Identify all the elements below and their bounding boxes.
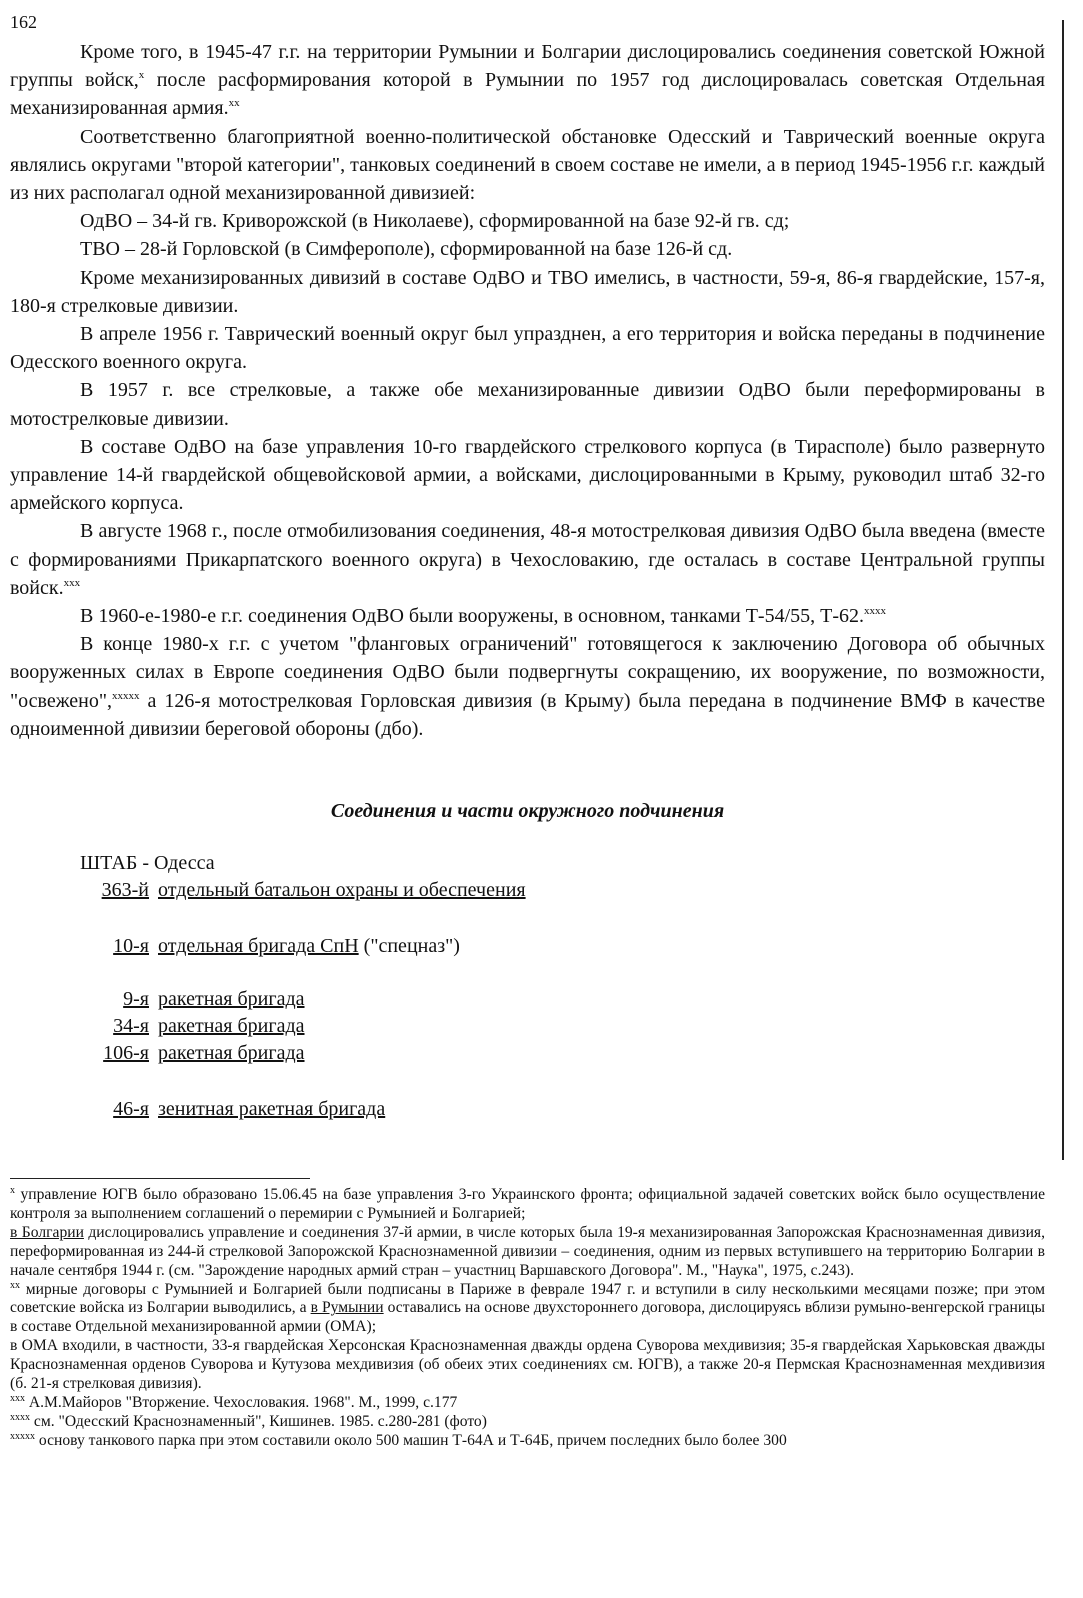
footnote: в ОМА входили, в частности, 33-я гвардейская Херсонская Краснознаменная дважды ордена Суворова мехдивизия; 35-я гвардейская Харьковская дважды Краснознаменная орденов Суворова и Кутузова мехдивизия (об обеих этих соединениях см. ЮГВ), а также 20-я Пермская Краснознаменная мехдивизия (б. 21-я стрелковая дивизия). bbox=[10, 1337, 1045, 1393]
unit-number: 10-я bbox=[113, 935, 149, 957]
section-heading: Соединения и части окружного подчинения bbox=[330, 800, 725, 822]
paragraph: В 1957 г. все стрелковые, а также обе механизированные дивизии ОдВО были переформированы в мотострелковые дивизии. bbox=[10, 379, 1045, 430]
footnote: $^{xx}$ мирные договоры с Румынией и Болгарией были подписаны в Париже в феврале 1947 г. и вступили в силу несколькими месяцами позже; при этом советские войска из Болгарии выводились, а в Румынии оставались на основе двухстороннего договора, дислоцируясь вблизи румыно-венгерской границы в составе Отдельной механизированной армии (ОМА); bbox=[10, 1279, 1045, 1336]
paragraph: В августе 1968 г., после отмобилизования соединения, 48-я мотострелковая дивизия ОдВО была введена (вместе с формированиями Прикарпатского военного округа) в Чехословакию, где осталась в составе Центральной группы войск.$^{xxx}$ bbox=[10, 520, 1045, 599]
hq-value: - Одесса bbox=[142, 852, 215, 874]
unit-number: 363-й bbox=[101, 879, 149, 901]
unit-name: отдельная бригада СпН bbox=[158, 935, 359, 957]
footnote: $^x$ управление ЮГВ было образовано 15.06.45 на базе управления 3-го Украинского фронта; официальной задачей советских войск было осуществление контроля за выполнением соглашений о перемирии с Румынией и Болгарией; bbox=[10, 1185, 1045, 1222]
unit-row bbox=[80, 935, 460, 958]
unit-row bbox=[80, 1042, 305, 1065]
hq-line bbox=[80, 852, 215, 875]
footnote: $^{xxx}$ А.М.Майоров "Вторжение. Чехословакия. 1968". М., 1999, с.177 bbox=[10, 1392, 458, 1411]
paragraph: В 1960-е-1980-е г.г. соединения ОдВО были вооружены, в основном, танками Т-54/55, Т-62.$^{xxxx}$ bbox=[80, 605, 887, 628]
page-number: 162 bbox=[10, 12, 37, 32]
unit-row bbox=[80, 1098, 385, 1121]
scan-edge-rule bbox=[1062, 20, 1064, 1160]
unit-row bbox=[80, 879, 526, 902]
body-text bbox=[10, 38, 1045, 743]
footnote: $^{xxxxx}$ основу танкового парка при этом составили около 500 машин Т-64А и Т-64Б, причем последних было более 300 bbox=[10, 1430, 787, 1449]
unit-number: 34-я bbox=[113, 1015, 149, 1037]
unit-row bbox=[80, 988, 305, 1011]
paragraph: В составе ОдВО на базе управления 10-го гвардейского стрелкового корпуса (в Тирасполе) было развернуто управление 14-й гвардейской общевойсковой армии, а войсками, дислоцированными в Крыму, руководил штаб 32-го армейского корпуса. bbox=[10, 435, 1045, 515]
paragraph: Кроме того, в 1945-47 г.г. на территории Румынии и Болгарии дислоцировались соединения советской Южной группы войск,$^x$ после расформирования которой в Румынии по 1957 год дислоцировалась советская Отдельная механизированная армия.$^{xx}$ bbox=[10, 41, 1045, 120]
paragraph: В конце 1980-х г.г. с учетом "фланговых ограничений" готовящегося к заключению Договора об обычных вооруженных силах в Европе соединения ОдВО были подвергнуты сокращению, их вооружение, по возможности, "освежено",$^{xxxxx}$ а 126-я мотострелковая Горловская дивизия (в Крыму) была передана в подчинение ВМФ в качестве одноименной дивизии береговой обороны (дбо). bbox=[10, 633, 1045, 740]
unit-row bbox=[80, 1015, 305, 1038]
footnote-divider bbox=[10, 1178, 310, 1179]
paragraph: В апреле 1956 г. Таврический военный округ был упразднен, а его территория и войска переданы в подчинение Одесского военного округа. bbox=[10, 323, 1045, 374]
unit-name: отдельный батальон охраны и обеспечения bbox=[158, 879, 526, 901]
unit-name: ракетная бригада bbox=[158, 1015, 305, 1037]
unit-name: ракетная бригада bbox=[158, 1042, 305, 1064]
footnotes bbox=[10, 1186, 1045, 1451]
paragraph: ТВО – 28-й Горловской (в Симферополе), сформированной на базе 126-й сд. bbox=[80, 238, 733, 261]
paragraph: Кроме механизированных дивизий в составе ОдВО и ТВО имелись, в частности, 59-я, 86-я гвардейские, 157-я, 180-я стрелковые дивизии. bbox=[10, 266, 1045, 317]
hq-label: ШТАБ bbox=[80, 852, 138, 874]
unit-number: 9-я bbox=[123, 988, 149, 1010]
paragraph: ОдВО – 34-й гв. Криворожской (в Николаеве), сформированной на базе 92-й гв. сд; bbox=[80, 210, 790, 233]
unit-suffix: ("спецназ") bbox=[358, 935, 460, 957]
unit-name: ракетная бригада bbox=[158, 988, 305, 1010]
paragraph: Соответственно благоприятной военно-политической обстановке Одесский и Таврический военные округа являлись округами "второй категории", танковых соединений в своем составе не имели, а в период 1945-1956 г.г. каждый из них располагал одной механизированной дивизией: bbox=[10, 125, 1045, 205]
unit-name: зенитная ракетная бригада bbox=[158, 1098, 386, 1120]
footnote: $^{xxxx}$ см. "Одесский Краснознаменный", Кишинев. 1985. с.280-281 (фото) bbox=[10, 1411, 487, 1430]
footnote: в Болгарии дислоцировались управление и соединения 37-й армии, в числе которых была 19-я механизированная Запорожская Краснознаменная дивизия, переформированная из 244-й стрелковой Запорожской Краснознаменной дивизии – соединения, одним из первых вступившего на территорию Болгарии в начале сентября 1944 г. (см. "Зарождение народных армий стран – участниц Варшавского Договора". М., "Наука", 1975, с.243). bbox=[10, 1223, 1045, 1279]
unit-number: 46-я bbox=[113, 1098, 149, 1120]
unit-number: 106-я bbox=[103, 1042, 149, 1064]
